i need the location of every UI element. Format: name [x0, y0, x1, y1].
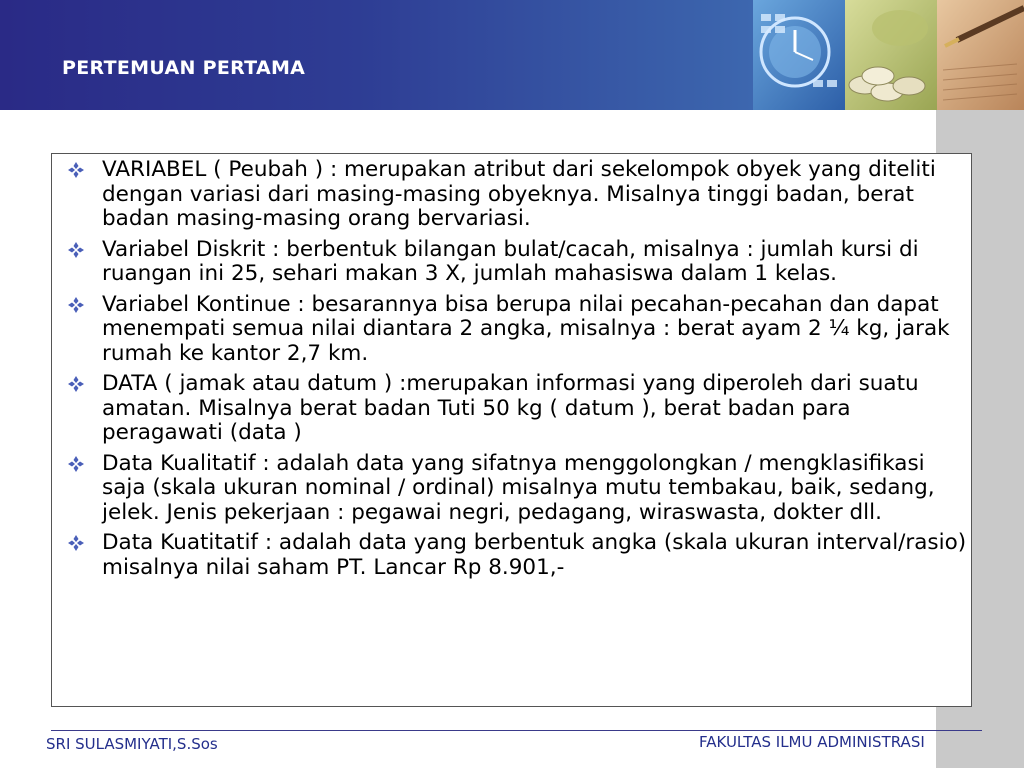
- diamond-quad-icon: [68, 531, 102, 555]
- list-item: [68, 531, 968, 580]
- bullet-text: DATA ( jamak atau datum ) :merupakan informasi yang diperoleh dari suatu amatan. Misalnya berat badan Tuti 50 kg ( datum ), berat badan para peragawati (data ): [102, 371, 919, 445]
- footer-author: SRI SULASMIYATI,S.Sos: [46, 735, 218, 753]
- list-item: [68, 372, 968, 446]
- bullet-text: VARIABEL ( Peubah ) : merupakan atribut dari sekelompok obyek yang diteliti dengan variasi dari masing-masing obyeknya. Misalnya tinggi badan, berat badan masing-masing orang bervariasi.: [102, 157, 936, 231]
- diamond-quad-icon: [68, 238, 102, 262]
- slide-title: PERTEMUAN PERTAMA: [62, 57, 306, 79]
- diamond-quad-icon: [68, 158, 102, 182]
- pen-document-photo: [937, 0, 1024, 110]
- list-item: [68, 293, 968, 367]
- calculator-clock-photo: [753, 0, 845, 110]
- bullet-text: Variabel Diskrit : berbentuk bilangan bulat/cacah, misalnya : jumlah kursi di ruangan ini 25, sehari makan 3 X, jumlah mahasiswa dalam 1 kelas.: [102, 236, 919, 286]
- diamond-quad-icon: [68, 293, 102, 317]
- footer-divider: [51, 730, 982, 731]
- list-item: [68, 238, 968, 287]
- header-photo-strip: [753, 0, 1024, 110]
- bullet-text: Data Kuatitatif : adalah data yang berbentuk angka (skala ukuran interval/rasio) misalnya nilai saham PT. Lancar Rp 8.901,-: [102, 530, 967, 580]
- content-box: [51, 153, 972, 707]
- bullet-text: Data Kualitatif : adalah data yang sifatnya menggolongkan / mengklasifikasi saja (skala ukuran nominal / ordinal) misalnya mutu tembakau, baik, sedang, jelek. Jenis pekerjaan : pegawai negri, pedagang, wiraswasta, dokter dll.: [102, 450, 935, 525]
- list-item: [68, 452, 968, 526]
- diamond-quad-icon: [68, 452, 102, 476]
- slide-header: [0, 0, 1024, 110]
- bullet-text: Variabel Kontinue : besarannya bisa berupa nilai pecahan-pecahan dan dapat menempati semua nilai diantara 2 angka, misalnya : berat ayam 2 ¼ kg, jarak rumah ke kantor 2,7 km.: [102, 291, 950, 366]
- footer-faculty: FAKULTAS ILMU ADMINISTRASI: [699, 733, 925, 751]
- bullet-list: [68, 158, 968, 586]
- diamond-quad-icon: [68, 372, 102, 396]
- coins-map-photo: [845, 0, 937, 110]
- list-item: [68, 158, 968, 232]
